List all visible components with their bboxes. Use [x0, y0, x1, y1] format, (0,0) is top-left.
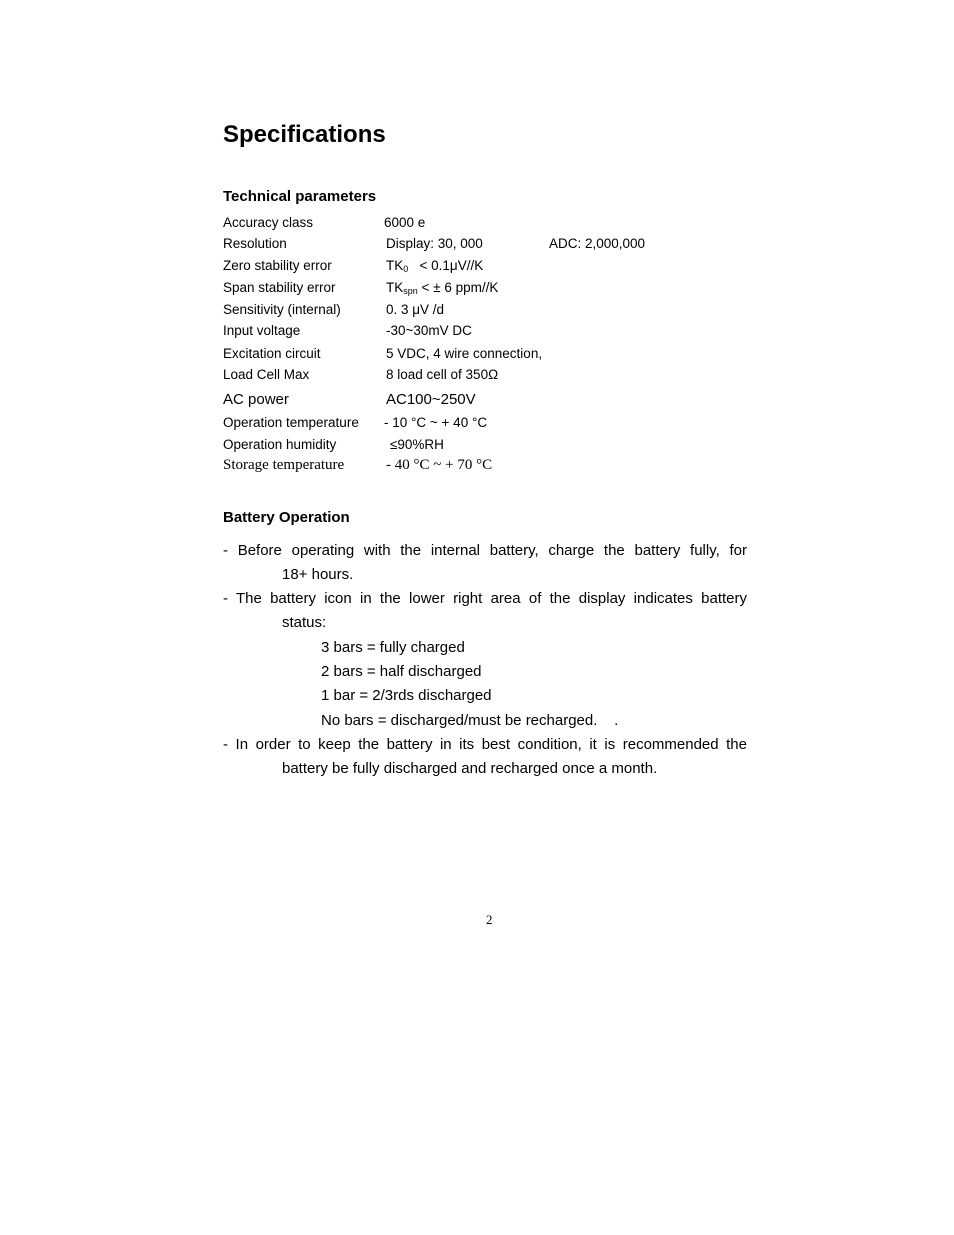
battery-status-line-2-bars: 2 bars = half discharged: [321, 663, 482, 680]
spec-value: 6000 e: [384, 215, 426, 230]
paragraph-continuation: 18+ hours.: [282, 566, 354, 583]
spec-label: Storage temperature: [223, 457, 345, 473]
page-title: Specifications: [223, 121, 386, 148]
battery-operation-heading: Battery Operation: [223, 509, 350, 526]
spec-value-suffix: < 0.1μV//K: [408, 258, 484, 273]
spec-label: Accuracy class: [223, 215, 314, 230]
spec-label: Resolution: [223, 236, 287, 251]
spec-value: -30~30mV DC: [386, 323, 472, 338]
spec-label: Zero stability error: [223, 258, 332, 273]
spec-label: Span stability error: [223, 280, 336, 295]
spec-value: - 40 °C ~ + 70 °C: [386, 457, 493, 473]
spec-value: 0. 3 μV /d: [386, 302, 445, 317]
spec-value: 5 VDC, 4 wire connection,: [386, 346, 543, 361]
spec-value: [386, 257, 483, 278]
technical-parameters-heading: Technical parameters: [223, 188, 377, 205]
battery-paragraph-icon: [223, 587, 747, 635]
spec-label: Operation temperature: [223, 415, 359, 430]
paragraph-line: - In order to keep the battery in its best condition, it is recommended the: [223, 736, 747, 753]
battery-status-line-3-bars: 3 bars = fully charged: [321, 639, 465, 656]
battery-status-line-1-bar: 1 bar = 2/3rds discharged: [321, 687, 492, 704]
battery-paragraph-charge: [223, 539, 747, 587]
paragraph-line: - Before operating with the internal battery, charge the battery fully, for: [223, 542, 747, 559]
spec-label: Excitation circuit: [223, 346, 321, 361]
page-number: 2: [486, 912, 493, 927]
spec-value: Display: 30, 000: [386, 236, 483, 251]
spec-value-prefix: TK: [386, 258, 404, 273]
spec-label: Operation humidity: [223, 437, 337, 452]
spec-value: AC100~250V: [386, 391, 476, 408]
spec-value-subscript: 0: [403, 264, 409, 274]
spec-value-suffix: < ± 6 ppm//K: [417, 280, 499, 295]
spec-value: - 10 °C ~ + 40 °C: [384, 415, 488, 430]
paragraph-continuation: battery be fully discharged and recharged once a month.: [282, 760, 658, 777]
spec-value: [386, 279, 498, 300]
paragraph-continuation: status:: [282, 614, 327, 631]
spec-value-secondary: ADC: 2,000,000: [549, 236, 646, 251]
paragraph-line: - The battery icon in the lower right area of the display indicates battery: [223, 590, 747, 607]
spec-value: 8 load cell of 350Ω: [386, 367, 499, 382]
spec-label: Sensitivity (internal): [223, 302, 341, 317]
spec-value: ≤90%RH: [390, 437, 444, 452]
spec-label: Input voltage: [223, 323, 301, 338]
spec-label: Load Cell Max: [223, 367, 310, 382]
spec-value-subscript: spn: [403, 286, 418, 296]
spec-value-prefix: TK: [386, 280, 404, 295]
battery-status-line-no-bars: No bars = discharged/must be recharged. .: [321, 712, 619, 729]
battery-paragraph-maintenance: [223, 733, 747, 781]
spec-label: AC power: [223, 391, 289, 408]
